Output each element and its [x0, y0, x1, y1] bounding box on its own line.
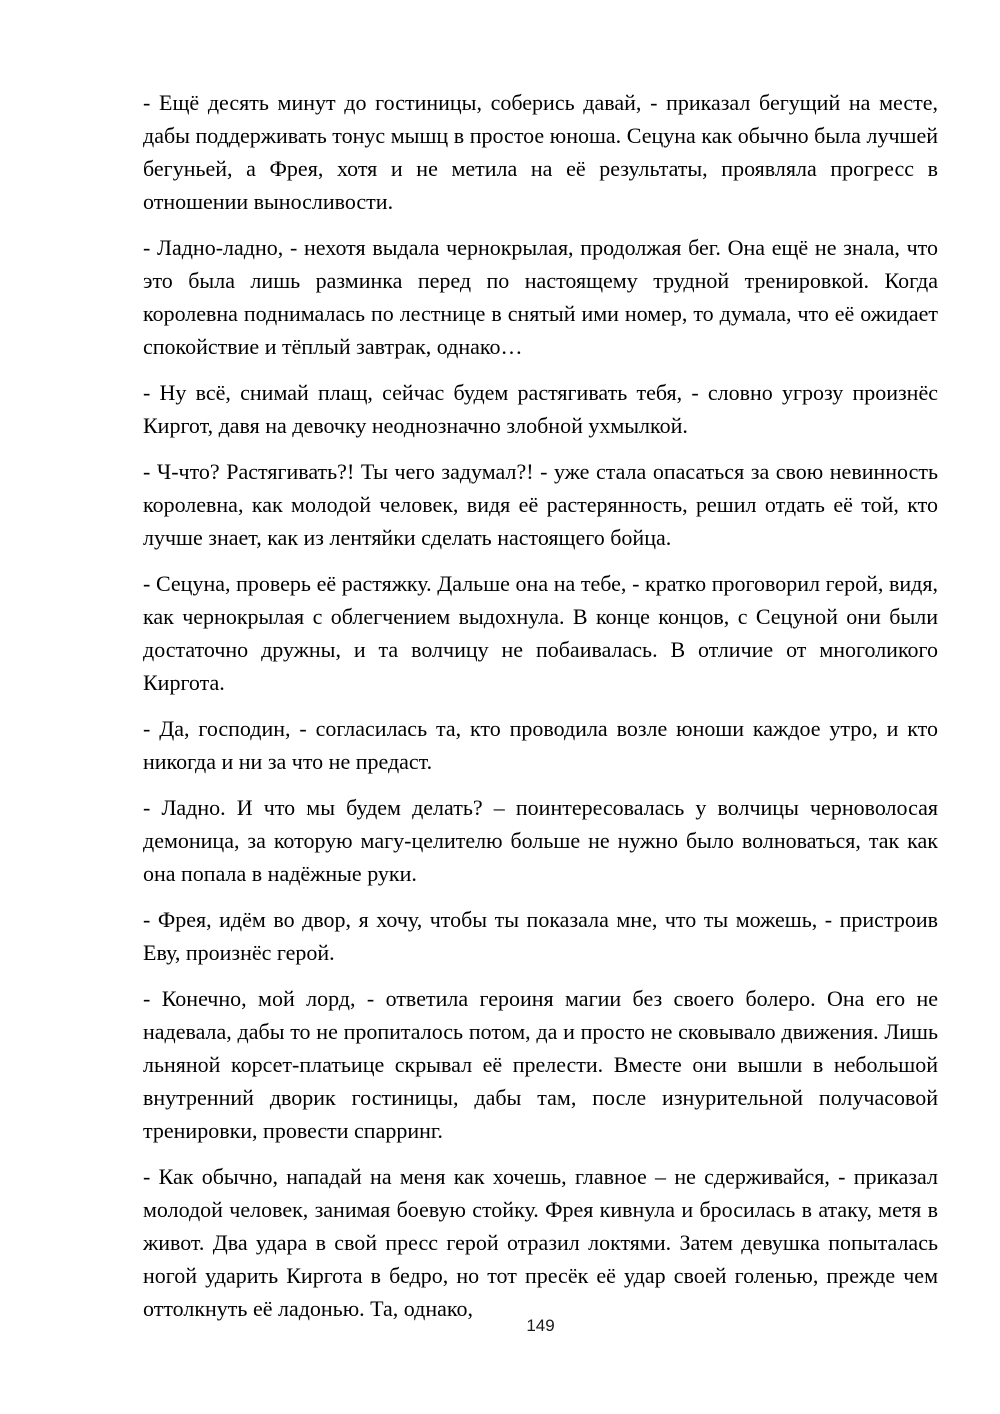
paragraph: - Ещё десять минут до гостиницы, соберись давай, - приказал бегущий на месте, дабы поддерживать тонус мышц в простое юноша. Сецуна как обычно была лучшей бегуньей, а Фрея, хотя и не метила на её результаты, проявляла прогресс в отношении выносливости. [143, 90, 938, 214]
paragraph: - Фрея, идём во двор, я хочу, чтобы ты показала мне, что ты можешь, - пристроив Еву, произнёс герой. [143, 907, 938, 965]
paragraph: - Да, господин, - согласилась та, кто проводила возле юноши каждое утро, и кто никогда и ни за что не предаст. [143, 716, 938, 774]
paragraph: - Ну всё, снимай плащ, сейчас будем растягивать тебя, - словно угрозу произнёс Киргот, давя на девочку неоднозначно злобной ухмылкой. [143, 380, 938, 438]
paragraph: - Сецуна, проверь её растяжку. Дальше она на тебе, - кратко проговорил герой, видя, как чернокрылая с облегчением выдохнула. В конце концов, с Сецуной они были достаточно дружны, и та волчицу не побаивалась. В отличие от многоликого Киргота. [143, 571, 938, 695]
paragraph: - Ладно. И что мы будем делать? – поинтересовалась у волчицы черноволосая демоница, за которую магу-целителю больше не нужно было волноваться, так как она попала в надёжные руки. [143, 795, 938, 886]
paragraph: - Конечно, мой лорд, - ответила героиня магии без своего болеро. Она его не надевала, дабы то не пропиталось потом, да и просто не сковывало движения. Лишь льняной корсет-платьице скрывал её прелести. Вместе они вышли в небольшой внутренний дворик гостиницы, дабы там, после изнурительной получасовой тренировки, провести спарринг. [143, 986, 938, 1143]
paragraph: - Как обычно, нападай на меня как хочешь, главное – не сдерживайся, - приказал молодой человек, занимая боевую стойку. Фрея кивнула и бросилась в атаку, метя в живот. Два удара в свой пресс герой отразил локтями. Затем девушка попыталась ногой ударить Киргота в бедро, но тот пресёк её удар своей голенью, прежде чем оттолкнуть её ладонью. Та, однако, [143, 1164, 938, 1321]
paragraph: - Ладно-ладно, - нехотя выдала чернокрылая, продолжая бег. Она ещё не знала, что это была лишь разминка перед по настоящему трудной тренировкой. Когда королевна поднималась по лестнице в снятый ими номер, то думала, что её ожидает спокойствие и тёплый завтрак, однако… [143, 235, 938, 359]
paragraph: - Ч-что? Растягивать?! Ты чего задумал?! - уже стала опасаться за свою невинность королевна, как молодой человек, видя её растерянность, решил отдать её той, кто лучше знает, как из лентяйки сделать настоящего бойца. [143, 459, 938, 550]
page-number: 149 [526, 1316, 555, 1335]
text-block [143, 86, 938, 1325]
